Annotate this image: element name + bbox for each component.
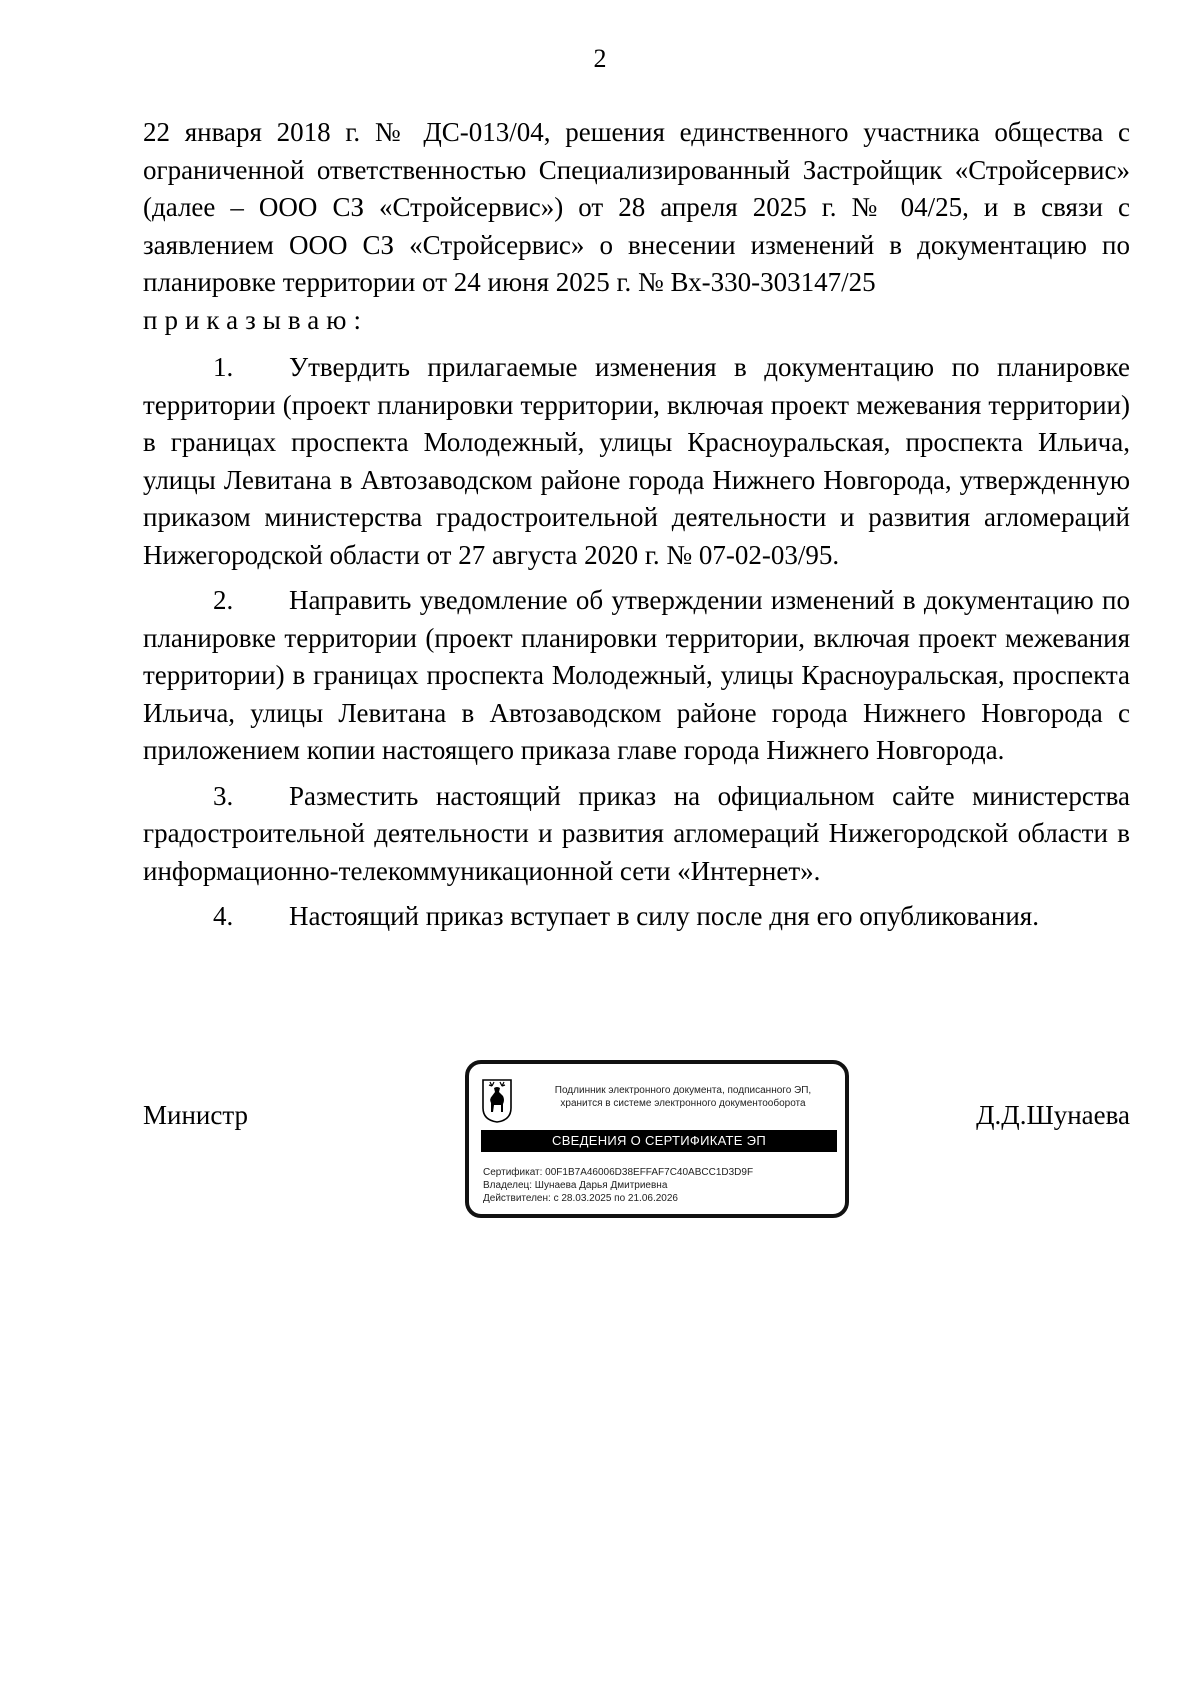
- certificate-title-bar: СВЕДЕНИЯ О СЕРТИФИКАТЕ ЭП: [481, 1130, 837, 1152]
- item-number: 4.: [213, 901, 234, 931]
- list-item: [143, 582, 1130, 770]
- order-word: приказываю:: [143, 304, 368, 335]
- e-signature-stamp: [465, 1060, 849, 1218]
- item-text: Настоящий приказ вступает в силу после дня его опубликования.: [289, 901, 1039, 931]
- stamp-header-line: хранится в системе электронного документооборота: [560, 1098, 806, 1109]
- nizhny-novgorod-deer-emblem-icon: [481, 1078, 513, 1124]
- certificate-owner: Владелец: Шунаева Дарья Дмитриевна: [483, 1180, 668, 1191]
- certificate-validity: Действителен: с 28.03.2025 по 21.06.2026: [483, 1193, 678, 1204]
- item-number: 1.: [213, 352, 234, 382]
- signer-name: Д.Д.Шунаева: [976, 1100, 1130, 1130]
- certificate-details: [483, 1166, 839, 1205]
- item-text: Направить уведомление об утверждении изменений в документацию по планировке территории (проект планировки территории, включая проект межевания территории) в границах проспекта Молодежный, улицы Красноуральская, проспекта Ильича, улицы Левитана в Автозаводском районе города Нижнего Новгорода с приложением копии настоящего приказа главе города Нижнего Новгорода.: [143, 585, 1130, 765]
- signer-position: Министр: [143, 1100, 248, 1130]
- page-number: 2: [593, 44, 607, 73]
- item-text: Утвердить прилагаемые изменения в документацию по планировке территории (проект планировки территории, включая проект межевания территории) в границах проспекта Молодежный, улицы Красноуральская, проспекта Ильича, улицы Левитана в Автозаводском районе города Нижнего Новгорода, утвержденную приказом министерства градостроительной деятельности и развития агломераций Нижегородской области от 27 августа 2020 г. № 07-02-03/95.: [143, 352, 1130, 570]
- list-item: [143, 349, 1130, 574]
- item-number: 2.: [213, 585, 234, 615]
- intro-paragraph: [143, 114, 1130, 339]
- stamp-header-line: Подлинник электронного документа, подписанного ЭП,: [554, 1085, 812, 1096]
- item-text: Разместить настоящий приказ на официальном сайте министерства градостроительной деятельности и развития агломераций Нижегородской области в информационно-телекоммуникационной сети «Интернет».: [143, 780, 1130, 886]
- certificate-serial: Сертификат: 00F1B7A46006D38EFFAF7C40ABCC1D3D9F: [483, 1167, 754, 1178]
- document-body: [143, 114, 1130, 936]
- intro-text: 22 января 2018 г. № ДС-013/04, решения единственного участника общества с ограниченной ответственностью Специализированный Застройщик «Стройсервис» (далее – ООО СЗ «Стройсервис») от 28 апреля 2025 г. № 04/25, и в связи с заявлением ООО СЗ «Стройсервис» о внесении изменений в документацию по планировке территории от 24 июня 2025 г. № Вх-330-303147/25: [143, 117, 1130, 297]
- list-item: [143, 898, 1130, 936]
- stamp-header: [527, 1084, 839, 1110]
- list-item: [143, 778, 1130, 891]
- item-number: 3.: [213, 780, 234, 811]
